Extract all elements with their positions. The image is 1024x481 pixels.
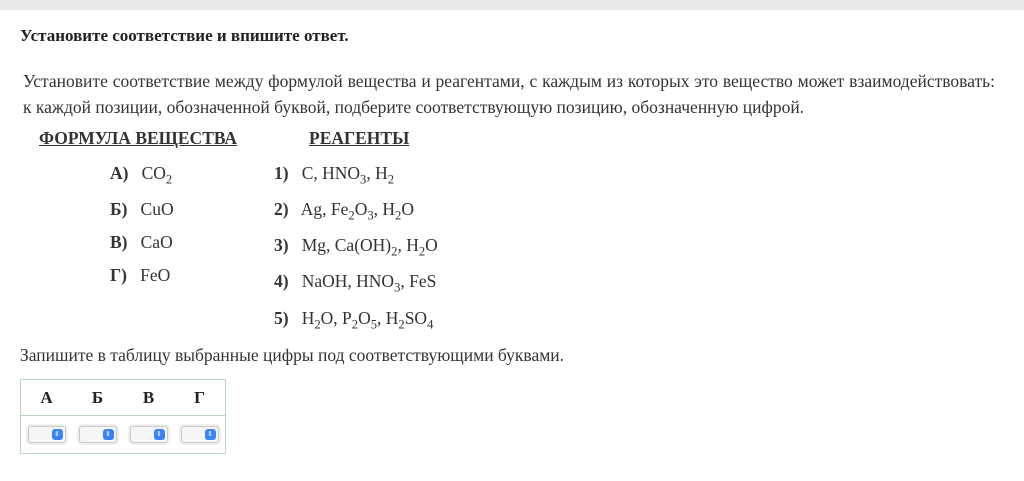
answer-header-g: Г (174, 380, 226, 416)
answer-header-b: Б (72, 380, 123, 416)
reagents-column-header: РЕАГЕНТЫ (309, 128, 410, 148)
reagent-item: 4) NaOH, $HNO_3$, FeS (274, 271, 437, 295)
formula-label: Г) (110, 265, 127, 285)
select-arrows-icon: ⇕ (154, 429, 165, 440)
formula-label: Б) (110, 199, 128, 219)
reagent-label: 5) (274, 308, 289, 328)
answer-table-header-row (21, 380, 226, 416)
answer-select-b[interactable] (79, 426, 117, 443)
reagent-label: 1) (274, 163, 289, 183)
answer-select-a[interactable] (28, 426, 66, 443)
formula-item: А) $CO_2$ (110, 163, 173, 187)
formula-label: В) (110, 232, 128, 252)
select-arrows-icon: ⇕ (205, 429, 216, 440)
reagent-label: 3) (274, 235, 289, 255)
task-text: Установите соответствие между формулой вещества и реагентами, с каждым из которых это вещество может взаимодействовать: к каждой позиции, обозначенной буквой, подберите соответствующую позицию, обозначенную цифрой. (23, 71, 995, 117)
reagent-label: 2) (274, 199, 289, 219)
formula-item: Б) CuO (110, 199, 174, 219)
reagent-item: 5) $H_2O$, $P_2O_5$, $H_2SO_4$ (274, 308, 434, 332)
answer-table-select-row (21, 416, 226, 454)
select-arrows-icon: ⇕ (52, 429, 63, 440)
answer-select-v[interactable] (130, 426, 168, 443)
select-arrows-icon: ⇕ (103, 429, 114, 440)
reagent-label: 4) (274, 271, 289, 291)
formula-label: А) (110, 163, 129, 183)
answer-instruction: Запишите в таблицу выбранные цифры под соответствующими буквами. (20, 345, 565, 365)
reagent-item: 2) Ag, $Fe_2O_3$, $H_2O$ (274, 199, 414, 223)
reagent-item: 1) C, $HNO_3$, $H_2$ (274, 163, 395, 187)
reagent-item: 3) Mg, $Ca(OH)_2$, $H_2O$ (274, 235, 438, 259)
formula-item: В) CaO (110, 232, 173, 252)
formula-column-header: ФОРМУЛА ВЕЩЕСТВА (39, 128, 238, 148)
answer-select-g[interactable] (181, 426, 219, 443)
answer-header-v: В (123, 380, 174, 416)
task-heading: Установите соответствие и впишите ответ. (20, 26, 349, 45)
top-bar (0, 0, 1024, 10)
formula-item: Г) FeO (110, 265, 171, 285)
answer-header-a: А (21, 380, 73, 416)
answer-table (20, 379, 226, 454)
